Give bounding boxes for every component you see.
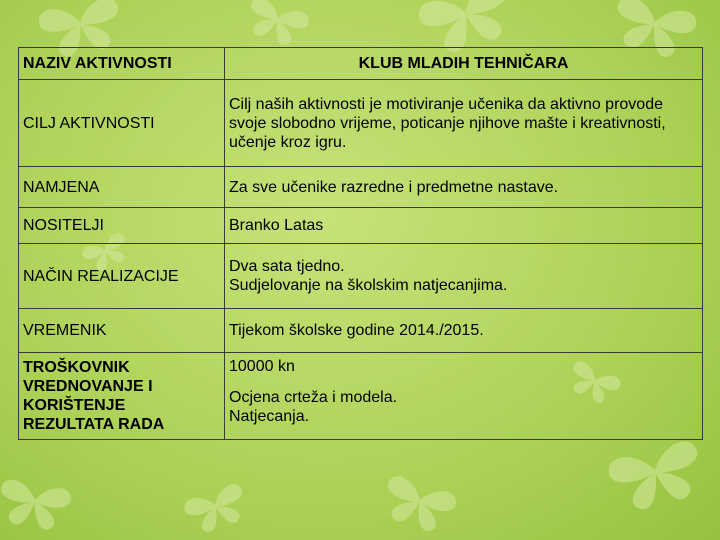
table-header-row: [19, 48, 703, 80]
header-value: KLUB MLADIH TEHNIČARA: [225, 48, 703, 80]
table-row: [19, 167, 703, 208]
row-value: Branko Latas: [225, 208, 703, 244]
row-value-line: Sudjelovanje na školskim natjecanjima.: [229, 277, 508, 294]
row-value-line: 10000 kn: [229, 358, 295, 375]
butterfly-icon: [242, 0, 312, 50]
table-row: [19, 80, 703, 167]
activity-table: [18, 47, 703, 440]
row-value-line: Dva sata tjedno.: [229, 258, 345, 275]
table-row: [19, 208, 703, 244]
butterfly-icon: [606, 438, 708, 515]
butterfly-icon: [182, 482, 252, 538]
row-value: Tijekom školske godine 2014./2015.: [225, 309, 703, 353]
row-value-line: Natjecanja.: [229, 408, 310, 425]
row-label: NAMJENA: [19, 167, 225, 208]
row-label: VREDNOVANJE I KORIŠTENJE REZULTATA RADA: [23, 378, 165, 433]
row-label: NOSITELJI: [19, 208, 225, 244]
butterfly-icon: [0, 478, 73, 533]
row-label: CILJ AKTIVNOSTI: [19, 80, 225, 167]
row-label: VREMENIK: [19, 309, 225, 353]
table-row: [19, 309, 703, 353]
row-value: Cilj naših aktivnosti je motiviranje učenika da aktivno provode svoje slobodno vrijeme, poticanje njihove mašte i kreativnosti, učenje kroz igru.: [225, 80, 703, 167]
header-label: NAZIV AKTIVNOSTI: [19, 48, 225, 80]
row-label-stack: [19, 353, 225, 440]
line-spacer: [229, 376, 698, 388]
row-value: [225, 353, 703, 440]
table-row: [19, 244, 703, 309]
row-value: Za sve učenike razredne i predmetne nastave.: [225, 167, 703, 208]
table-row: [19, 353, 703, 440]
row-value: [225, 244, 703, 309]
row-label: NAČIN REALIZACIJE: [19, 244, 225, 309]
row-label: TROŠKOVNIK: [23, 359, 130, 376]
butterfly-icon: [378, 474, 459, 537]
row-value-line: Ocjena crteža i modela.: [229, 389, 398, 406]
